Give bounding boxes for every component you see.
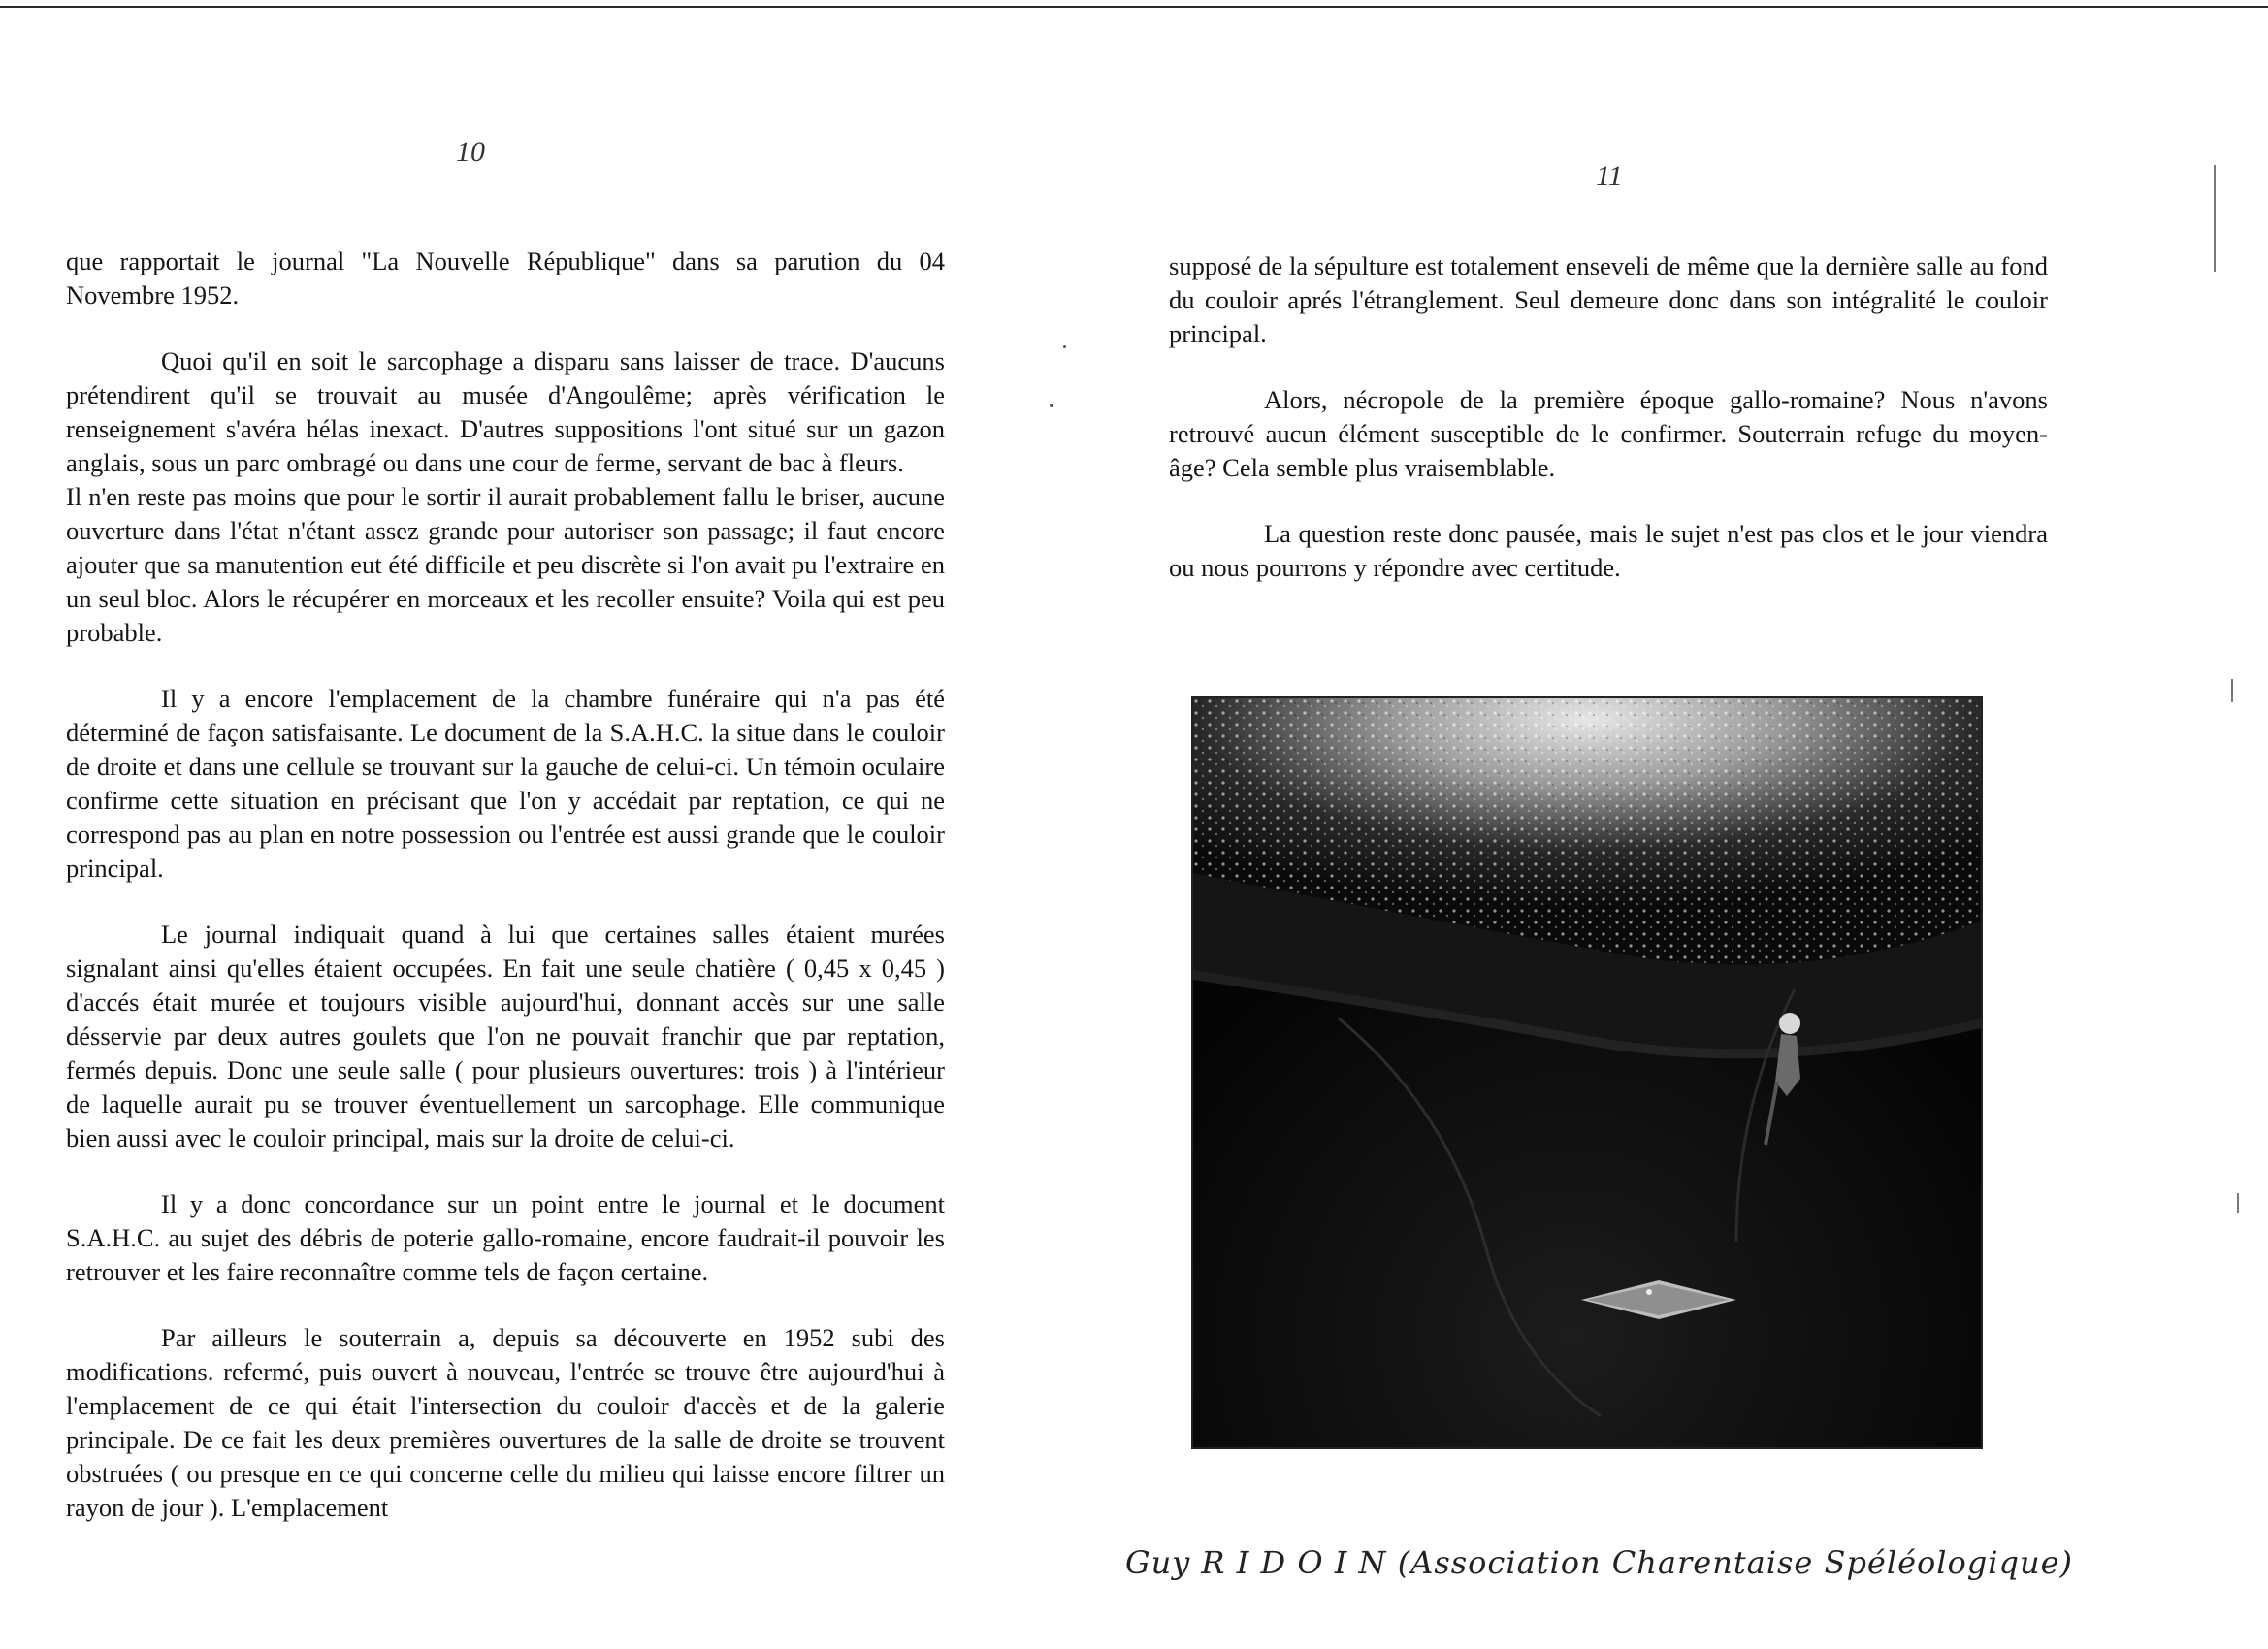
paragraph: Il n'en reste pas moins que pour le sortir il aurait probablement fallu le briser, aucune ouverture dans l'état n'étant assez grande pour autoriser son passage; il faut encore ajouter que sa manutention eut été difficile et peu discrète si l'on avait pu l'extraire en un seul bloc. Alors le récupérer en morceaux et les recoller ensuite? Voila qui est peu probable. (66, 482, 945, 647)
paragraph: Le journal indiquait quand à lui que certaines salles étaient murées signalant ainsi qu'elles étaient occupées. En fait une seule chatière ( 0,45 x 0,45 ) d'accés était murée et toujours visible aujourd'hui, donnant accès sur une salle désservie par deux autres goulets que l'on ne pouvait franchir que par reptation, fermés depuis. Donc une seule salle ( pour plusieurs ouvertures: trois ) à l'intérieur de laquelle aurait pu se trouver éventuellement un sarcophage. Elle communique bien aussi avec le couloir principal, mais sur la droite de celui-ci. (66, 920, 945, 1152)
paragraph: que rapportait le journal "La Nouvelle République" dans sa parution du 04 Novembre 1952. (66, 246, 945, 309)
right-page-text (1169, 249, 2048, 617)
paragraph: supposé de la sépulture est totalement enseveli de même que la dernière salle au fond du couloir aprés l'étranglement. Seul demeure donc dans son intégralité le couloir principal. (1169, 251, 2048, 348)
paragraph: Il y a donc concordance sur un point entre le journal et le document S.A.H.C. au sujet des débris de poterie gallo-romaine, encore faudrait-il pouvoir les retrouver et les faire reconnaître comme tels de façon certaine. (66, 1189, 945, 1286)
scan-speck (1050, 404, 1053, 407)
margin-mark (2231, 679, 2233, 702)
page-number-left: 10 (456, 136, 485, 168)
cave-photo-image (1193, 698, 1981, 1447)
paragraph: La question reste donc pausée, mais le sujet n'est pas clos et le jour viendra ou nous pourrons y répondre avec certitude. (1169, 519, 2048, 582)
left-page-text (66, 244, 945, 1557)
margin-mark (2214, 165, 2216, 272)
paragraph: Il y a encore l'emplacement de la chambre funéraire qui n'a pas été déterminé de façon satisfaisante. Le document de la S.A.H.C. la situe dans le couloir de droite et dans une cellule se trouvant sur la gauche de celui-ci. Un témoin oculaire confirme cette situation en précisant que l'on y accédait par reptation, ce qui ne correspond pas au plan en notre possession ou l'entrée est aussi grande que le couloir principal. (66, 684, 945, 883)
margin-mark (2237, 1193, 2239, 1212)
paragraph: Par ailleurs le souterrain a, depuis sa découverte en 1952 subi des modifications. refermé, puis ouvert à nouveau, l'entrée se trouve être aujourd'hui à l'emplacement de ce qui était l'intersection du couloir d'accès et de la galerie principale. De ce fait les deux premières ouvertures de la salle de droite se trouvent obstruées ( ou presque en ce qui concerne celle du milieu qui laisse encore filtrer un rayon de jour ). L'emplacement (66, 1323, 945, 1522)
scan-top-rule (0, 6, 2268, 8)
scan-speck (1063, 345, 1066, 348)
author-signature: Guy R I D O I N (Association Charentaise Spéléologique) (1125, 1544, 2074, 1581)
cave-photograph (1191, 696, 1983, 1449)
paragraph: Quoi qu'il en soit le sarcophage a disparu sans laisser de trace. D'aucuns prétendirent qu'il se trouvait au musée d'Angoulême; après vérification le renseignement s'avéra hélas inexact. D'autres suppositions l'ont situé sur un gazon anglais, sous un parc ombragé ou dans une cour de ferme, servant de bac à fleurs. (66, 346, 945, 477)
page-number-right: 11 (1596, 160, 1623, 192)
paragraph: Alors, nécropole de la première époque gallo-romaine? Nous n'avons retrouvé aucun élément susceptible de le confirmer. Souterrain refuge du moyen-âge? Cela semble plus vraisemblable. (1169, 385, 2048, 482)
